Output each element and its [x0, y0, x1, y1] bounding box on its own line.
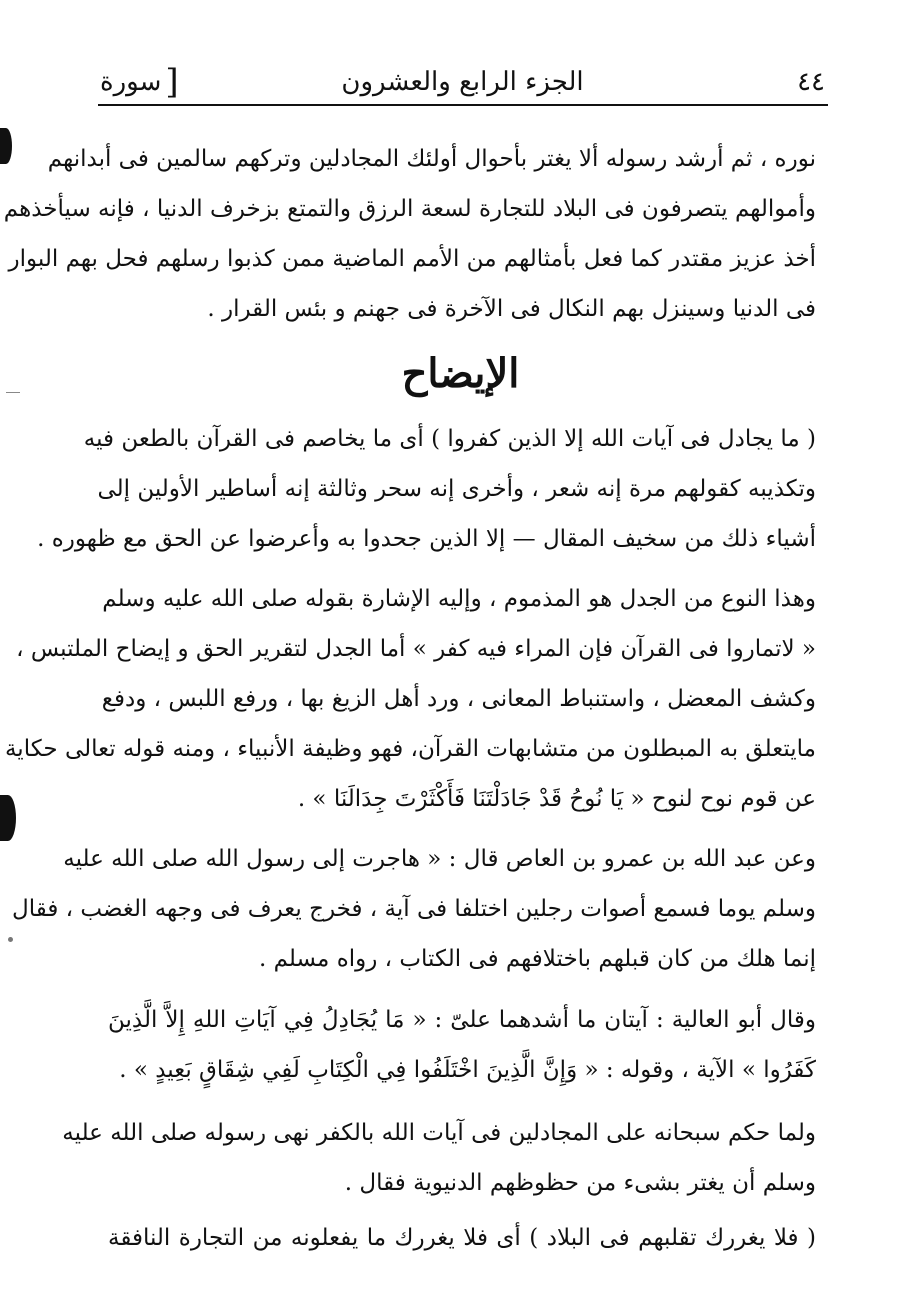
paragraph-debate [4, 574, 816, 824]
sura-label-text: سورة [100, 67, 162, 97]
running-header [100, 62, 825, 106]
text-line: ( ما يجادل فى آيات الله إلا الذين كفروا ) أى ما يخاصم فى القرآن بالطعن فيه [83, 426, 816, 452]
text-line: عن قوم نوح لنوح « يَا نُوحُ قَدْ جَادَلْتَنَا فَأَكْثَرْتَ جِدَالَنَا » . [297, 786, 816, 812]
text-line: ( فلا يغررك تقلبهم فى البلاد ) أى فلا يغررك ما يفعلونه من التجارة النافقة [108, 1225, 816, 1251]
text-line: وعن عبد الله بن عمرو بن العاص قال : « هاجرت إلى رسول الله صلى الله عليه [63, 846, 816, 872]
text-line: وتكذيبه كقولهم مرة إنه شعر ، وأخرى إنه سحر وثالثة إنه أساطير الأولين إلى [97, 476, 816, 502]
text-line: إنما هلك من كان قبلهم باختلافهم فى الكتاب ، رواه مسلم . [259, 946, 816, 972]
text-line: « لاتماروا فى القرآن فإن المراء فيه كفر » أما الجدل لتقرير الحق و إيضاح الملتبس ، [16, 636, 816, 662]
section-heading: الإيضاح [401, 350, 520, 397]
paragraph-transition [62, 1108, 816, 1208]
paragraph-intro [3, 134, 816, 334]
paragraph-abu-aliya [108, 995, 816, 1095]
text-line: وهذا النوع من الجدل هو المذموم ، وإليه الإشارة بقوله صلى الله عليه وسلم [102, 586, 816, 612]
text-line: ولما حكم سبحانه على المجادلين فى آيات الله بالكفر نهى رسوله صلى الله عليه [62, 1120, 816, 1146]
text-line: وقال أبو العالية : آيتان ما أشدهما علىّ : « مَا يُجَادِلُ فِي آيَاتِ اللهِ إِلاَّ الَّذِينَ [108, 1007, 816, 1033]
paragraph-verse-explanation [37, 414, 816, 564]
text-line: أخذ عزيز مقتدر كما فعل بأمثالهم من الأمم الماضية ممن كذبوا رسلهم فحل بهم البوار [8, 246, 816, 272]
scan-blemish [0, 128, 12, 164]
header-rule [98, 104, 828, 106]
paragraph-next-verse [108, 1213, 816, 1263]
sura-bracket: [ [165, 62, 179, 102]
text-line: وسلم يوما فسمع أصوات رجلين اختلفا فى آية ، فخرج يعرف فى وجهه الغضب ، فقال [11, 896, 816, 922]
scan-blemish [6, 392, 20, 393]
text-line: وأموالهم يتصرفون فى البلاد للتجارة لسعة الرزق والتمتع بزخرف الدنيا ، فإنه سيأخذهم [3, 196, 816, 222]
part-title: الجزء الرابع والعشرون [341, 67, 584, 97]
text-line: نوره ، ثم أرشد رسوله ألا يغتر بأحوال أولئك المجادلين وتركهم سالمين فى أبدانهم [47, 146, 816, 172]
text-line: وكشف المعضل ، واستنباط المعانى ، ورد أهل الزيغ بها ، ورفع اللبس ، ودفع [101, 686, 816, 712]
paragraph-hadith [11, 834, 816, 984]
text-line: أشياء ذلك من سخيف المقال — إلا الذين جحدوا به وأعرضوا عن الحق مع ظهوره . [37, 526, 816, 552]
page-number: ٤٤ [797, 67, 825, 97]
scan-blemish [8, 937, 13, 942]
text-line: كَفَرُوا » الآية ، وقوله : « وَإِنَّ الَّذِينَ اخْتَلَفُوا فِي الْكِتَابِ لَفِي شِقَاقٍ بَعِيدٍ » . [119, 1057, 816, 1083]
text-line: فى الدنيا وسينزل بهم النكال فى الآخرة فى جهنم و بئس القرار . [207, 296, 816, 322]
scan-blemish [0, 795, 16, 841]
text-line: مايتعلق به المبطلون من متشابهات القرآن، فهو وظيفة الأنبياء ، ومنه قوله تعالى حكاية [4, 736, 816, 762]
text-line: وسلم أن يغتر بشىء من حظوظهم الدنيوية فقال . [344, 1170, 816, 1196]
sura-label [100, 64, 179, 100]
